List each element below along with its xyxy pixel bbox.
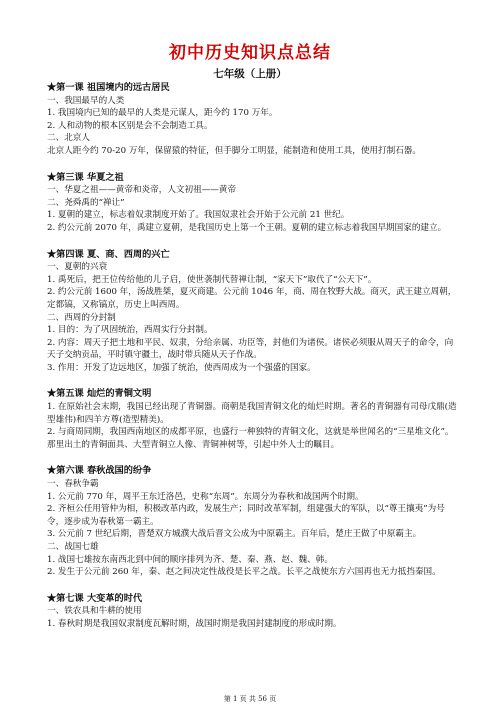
section-heading: 二、西周的分封制 <box>47 312 116 323</box>
lesson-5-title: ★第五课 灿烂的青铜文明 <box>47 388 152 400</box>
section-heading: 一、我国最早的人类 <box>47 95 125 106</box>
lesson-6-title: ★第六课 春秋战国的纷争 <box>47 465 152 477</box>
lesson-1-title: ★第一课 祖国境内的远古居民 <box>47 82 170 93</box>
list-item: 1. 禹死后，把王位传给他的儿子启，使世袭制代替禅让制，“家天下”取代了“公天下”。 <box>47 274 377 285</box>
lesson-4-title: ★第四课 夏、商、西周的兴亡 <box>47 248 170 260</box>
list-item: 1. 战国七雄按东南西北到中间的顺序排列为齐、楚、秦、燕、赵、魏、韩。 <box>47 554 333 565</box>
lesson-7-title: ★第七课 大变革的时代 <box>47 592 143 604</box>
document-subtitle: 七年级（上册） <box>213 68 287 80</box>
section-heading: 二、战国七雄 <box>47 542 99 552</box>
list-item: 2. 与商周同期，我国西南地区的成都平原，也盛行一种独特的青铜文化，这就是举世闻名的“三星堆文化”。那里出土的青铜面具、大型青铜立人像、青铜神树等，引起中外人士的瞩目。 <box>47 427 454 450</box>
list-item: 1. 目的：为了巩固统治，西周实行分封制。 <box>47 325 213 336</box>
section-heading: 一、夏朝的兴衰 <box>47 262 108 273</box>
document-title: 初中历史知识点总结 <box>169 43 331 63</box>
list-item: 2. 发生于公元前 260 年，秦、赵之间决定性战役是长平之战。长平之战使东方六国再也无力抵挡秦国。 <box>47 567 441 578</box>
list-item: 2. 内容：周天子把土地和平民、奴隶，分给亲属、功臣等，封他们为诸侯。诸侯必须服从周天子的命令，向天子交纳贡品，平时镇守疆土，战时带兵随从天子作战。 <box>47 337 454 361</box>
section-heading: 一、春秋争霸 <box>47 479 99 490</box>
section-heading: 一、华夏之祖——黄帝和炎帝，人文初祖——黄帝 <box>47 185 237 196</box>
list-item: 2. 齐桓公任用管仲为相，积极改革内政，发展生产；同时改革军制，组建强大的军队，以“尊王攘夷”为号令，逐步成为春秋第一霸主。 <box>47 504 445 527</box>
list-item: 3. 作用：开发了边远地区，加强了统治，使西周成为一个强盛的国家。 <box>47 362 316 373</box>
list-item: 3. 公元前 7 世纪后期，晋楚双方城濮大战后晋文公成为中原霸主。百年后，楚庄王做了中原霸主。 <box>47 529 422 540</box>
lesson-3-title: ★第三课 华夏之祖 <box>47 171 124 183</box>
list-item: 1. 夏朝的建立，标志着奴隶制度开始了。我国奴隶社会开始于公元前 21 世纪。 <box>47 210 350 221</box>
document-content <box>47 80 457 631</box>
list-item: 1. 我国境内已知的最早的人类是元谋人，距今约 170 万年。 <box>47 108 278 119</box>
page-footer: 第 1 页 共 56 页 <box>223 695 277 703</box>
section-heading: 一、铁农具和牛耕的使用 <box>47 606 142 617</box>
paragraph: 北京人距今约 70-20 万年，保留猿的特征，但手脚分工明显，能制造和使用工具，使用打制石器。 <box>47 145 421 156</box>
list-item: 2. 人和动物的根本区别是会不会制造工具。 <box>47 120 213 131</box>
list-item: 1. 春秋时期是我国奴隶制度瓦解时期，战国时期是我国封建制度的形成时期。 <box>47 618 342 629</box>
list-item: 1. 公元前 770 年，周平王东迁洛邑，史称“东周”。东周分为春秋和战国两个时期。 <box>47 491 364 502</box>
list-item: 1. 在原始社会末期，我国已经出现了青铜器。商朝是我国青铜文化的灿烂时期。著名的青铜器有司母戊鼎(造型雄伟)和四羊方尊(造型精美)。 <box>47 402 457 425</box>
list-item: 2. 约公元前 2070 年，禹建立夏朝，是我国历史上第一个王朝。夏朝的建立标志着我国早期国家的建立。 <box>47 222 447 233</box>
section-heading: 二、北京人 <box>47 133 90 144</box>
section-heading: 二、尧舜禹的“禅让” <box>47 197 125 208</box>
list-item: 2. 约公元前 1600 年，汤战胜桀，夏灭商建。公元前 1046 年，商、周在牧野大战。商灭，武王建立周朝，定都镐，又称镐京，历史上叫西周。 <box>47 287 457 310</box>
